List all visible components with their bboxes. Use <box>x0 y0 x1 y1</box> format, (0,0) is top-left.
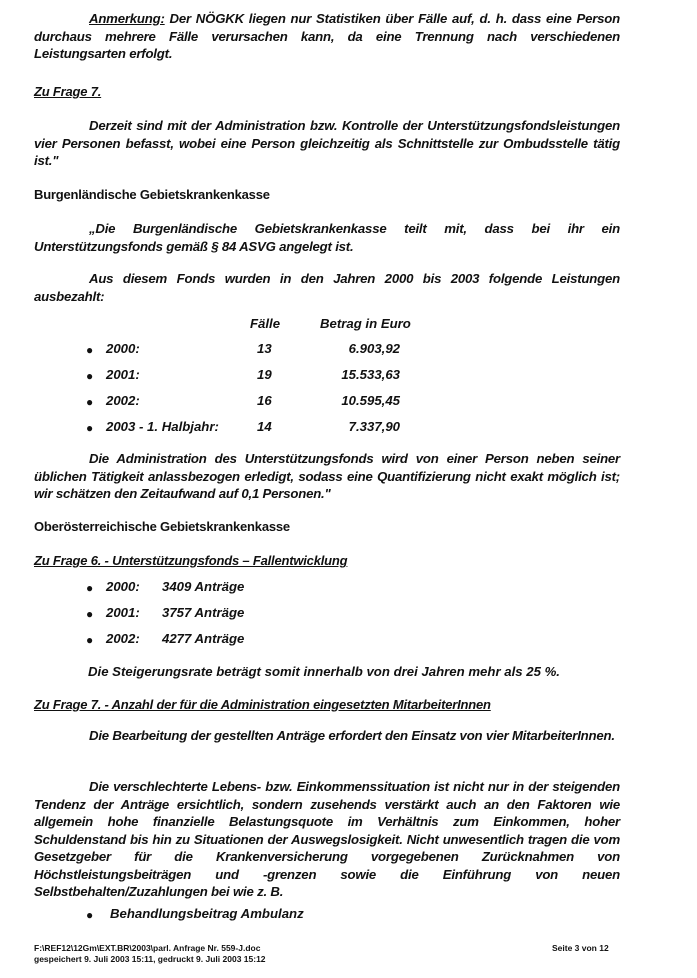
oogkk-q6-heading: Zu Frage 6. - Unterstützungsfonds – Fallentwicklung <box>34 553 348 568</box>
footer-path: F:\REF12\12Gm\EXT.BR\2003\parl. Anfrage Nr. 559-J.doc <box>34 943 261 953</box>
bgkk-intro: „Die Burgenländische Gebietskrankenkasse teilt mit, dass bei ihr ein Unterstützungsfonds gemäß § 84 ASVG angelegt ist. <box>34 221 620 254</box>
bullet-icon: ● <box>86 421 94 435</box>
footer-saved: gespeichert 9. Juli 2003 15:11, gedruckt 9. Juli 2003 15:12 <box>34 954 266 964</box>
situation-text: Die verschlechterte Lebens- bzw. Einkommenssituation ist nicht nur in der steigenden Tendenz der Anträge ersichtlich, sondern zusehends verstärkt auch an den Faktoren wie allgemein hohe finanzielle Belastungsquote im Verhältnis zum Einkommen, hoher Schuldenstand bis hin zu Situationen der Auswegslosigkeit. Nicht unwesentlich tragen die vom Gesetzgeber für die Krankenversicherung vorgegebenen Zurücknahmen von Höchstleistungsbeiträgen und -grenzen sowie die Einführung von neuen Selbstbehalten/Zuzahlungen bei wie z. B. <box>34 779 620 899</box>
bullet-icon: ● <box>86 369 94 383</box>
oogkk-heading: Oberösterreichische Gebietskrankenkasse <box>34 519 290 534</box>
note-paragraph <box>34 10 620 63</box>
bgkk-admin-text: Die Administration des Unterstützungsfonds wird von einer Person neben seiner üblichen Tätigkeit anlassbezogen erledigt, sodass eine Quantifizierung nicht exakt möglich ist; wir schätzen den Zeitaufwand auf 0,1 Personen." <box>34 451 620 501</box>
staff-text: Die Bearbeitung der gestellten Anträge erfordert den Einsatz von vier MitarbeiterInnen. <box>89 728 615 743</box>
oogkk-q7-heading: Zu Frage 7. - Anzahl der für die Administration eingesetzten MitarbeiterInnen <box>34 697 491 712</box>
bgkk-payout-intro: Aus diesem Fonds wurden in den Jahren 2000 bis 2003 folgende Leistungen ausbezahlt: <box>34 271 620 304</box>
bullet-icon: ● <box>86 908 94 922</box>
bullet-icon: ● <box>86 581 94 595</box>
document-page: Anmerkung: Der NÖGKK liegen nur Statistiken über Fälle auf, d. h. dass eine Person durchaus mehrere Fälle verursachen kann, da eine Trennung nach verschiedenen Leistungsarten erfolgt. Zu Frage 7. Derzeit sind mit der Administration bzw. Kontrolle der Unterstützungsfondsleistungen vier Personen befasst, wobei eine Person gleichzeitig als Schnittstelle zur Ombudsstelle tätig ist." Burgenländische Gebietskrankenkasse „Die Burgenländische Gebietskrankenkasse teilt mit, dass bei ihr ein Unterstützungsfonds gemäß § 84 ASVG angelegt ist. Aus diesem Fonds wurden in den Jahren 2000 bis 2003 folgende Leistungen ausbezahlt: Fälle Betrag in Euro ● 2000: 13 6.903,92 ● 2001: 19 15.533,63 ● 2002: 16 10.595,45 ● 2003 - 1. Halbjahr: 14 7.337,90 Die Administration des Unterstützungsfonds wird von einer Person neben seiner üblichen Tätigkeit anlassbezogen erledigt, sodass eine Quantifizierung nicht exakt möglich ist; wir schätzen den Zeitaufwand auf 0,1 Personen." Oberösterreichische Gebietskrankenkasse Zu Frage 6. - Unterstützungsfonds – Fallentwicklung ● 2000: 3409 Anträge ● 2001: 3757 Anträge ● 2002: 4277 Anträge Die Steigerungsrate beträgt somit innerhalb von drei Jahren mehr als 25 %. Zu Frage 7. - Anzahl der für die Administration eingesetzten MitarbeiterInnen Die Bearbeitung der gestellten Anträge erfordert den Einsatz von vier MitarbeiterInnen. Die verschlechterte Lebens- bzw. Einkommenssituation ist nicht nur in der steigenden Tendenz der Anträge ersichtlich, sondern zusehends verstärkt auch an den Faktoren wie allgemein hohe finanzielle Belastungsquote im Verhältnis zum Einkommen, hoher Schuldenstand bis hin zu Situationen der Auswegslosigkeit. Nicht unwesentlich tragen die vom Gesetzgeber für die Krankenversicherung vorgegebenen Zurücknahmen von Höchstleistungsbeiträgen und -grenzen sowie die Einführung von neuen Selbstbehalten/Zuzahlungen bei wie z. B. ● Behandlungsbeitrag Ambulanz F:\REF12\12Gm\EXT.BR\2003\parl. Anfrage Nr. 559-J.doc gespeichert 9. Juli 2003 15:11, gedruckt 9. Juli 2003 15:12 Seite 3 von 12 <box>34 11 620 964</box>
bullet-icon: ● <box>86 343 94 357</box>
q7-heading: Zu Frage 7. <box>34 84 102 99</box>
table-header-amount: Betrag in Euro <box>320 316 411 331</box>
bullet-icon: ● <box>86 633 94 647</box>
bgkk-heading: Burgenländische Gebietskrankenkasse <box>34 187 270 202</box>
footer-page-number: Seite 3 von 12 <box>552 943 609 953</box>
note-text: Der NÖGKK liegen nur Statistiken über Fälle auf, d. h. dass eine Person durchaus mehrere Fälle verursachen kann, da eine Trennung nach verschiedenen Leistungsarten erfolgt. <box>34 11 620 61</box>
table-header-cases: Fälle <box>250 316 281 331</box>
growth-text: Die Steigerungsrate beträgt somit innerhalb von drei Jahren mehr als 25 %. <box>88 664 560 679</box>
bullet-icon: ● <box>86 607 94 621</box>
bullet-icon: ● <box>86 395 94 409</box>
note-label: Anmerkung: <box>89 11 165 26</box>
q7-paragraph: Derzeit sind mit der Administration bzw. Kontrolle der Unterstützungsfondsleistungen vier Personen befasst, wobei eine Person gleichzeitig als Schnittstelle zur Ombudsstelle tätig ist." <box>34 118 620 168</box>
